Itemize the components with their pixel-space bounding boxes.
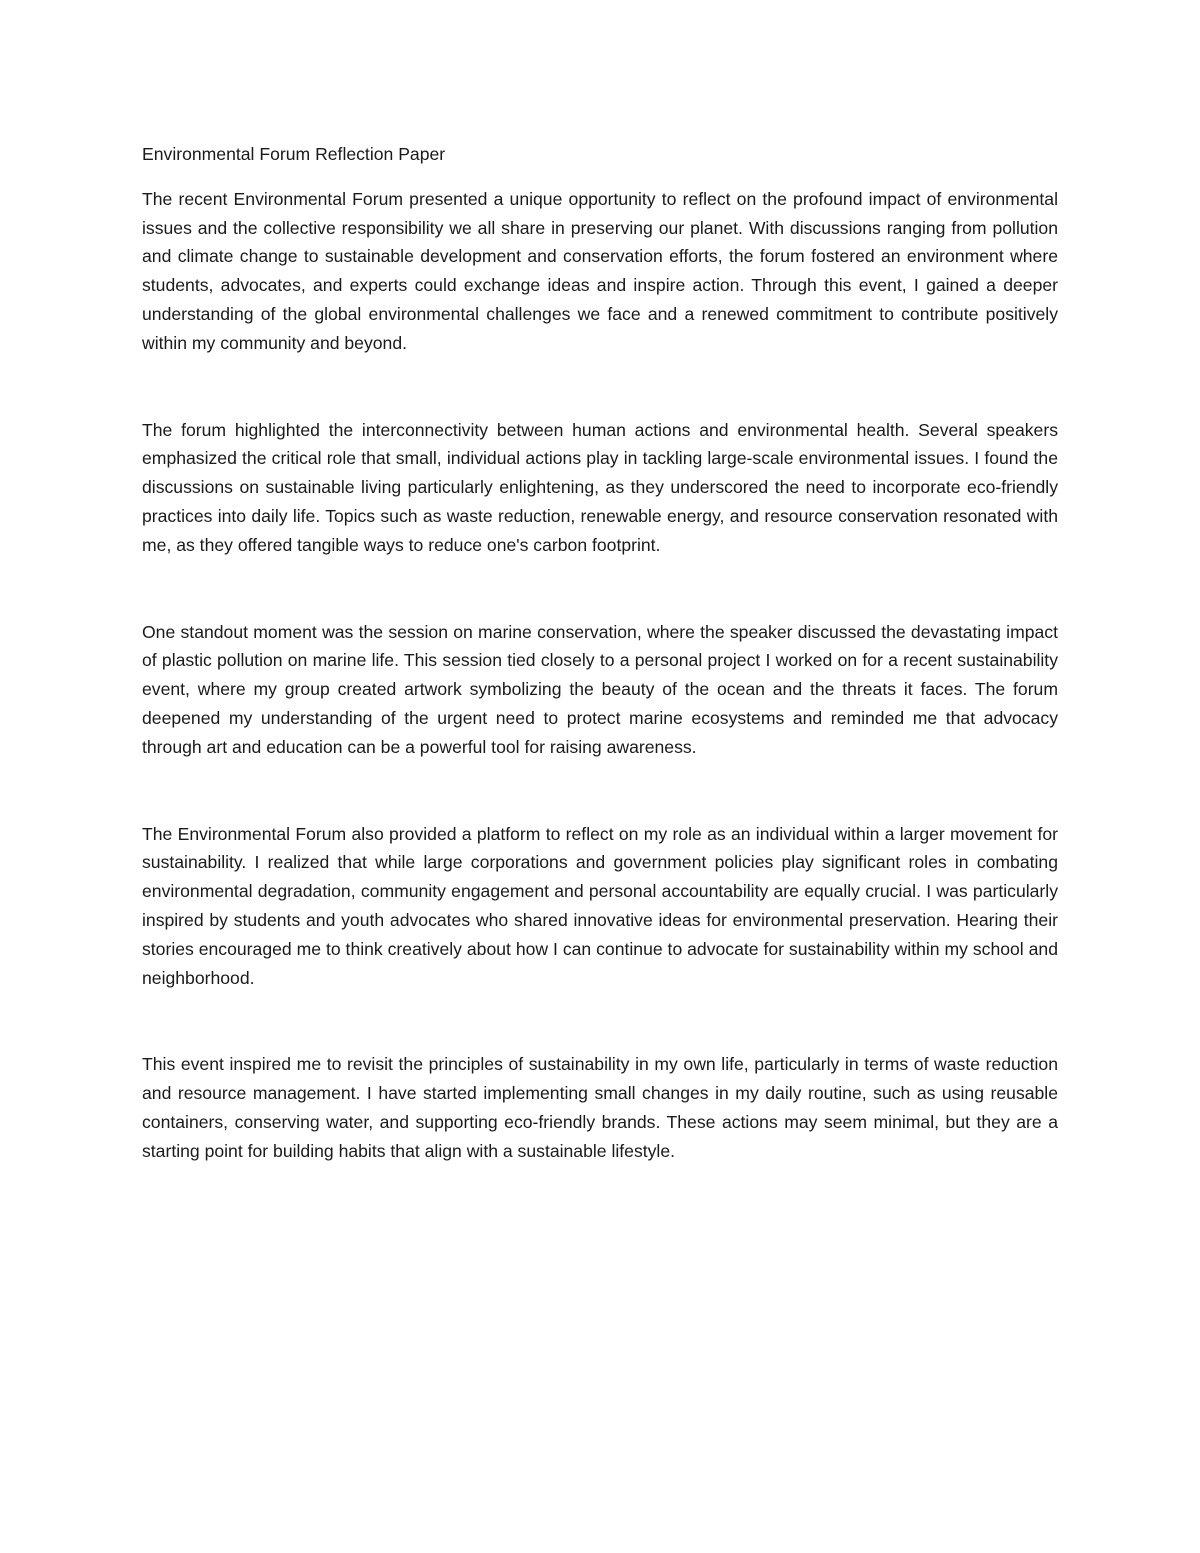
paragraph-personal-changes: This event inspired me to revisit the principles of sustainability in my own life, particularly in terms of waste reduction and resource management. I have started implementing small changes in my daily routine, such as using reusable containers, conserving water, and supporting eco-friendly brands. These actions may seem minimal, but they are a starting point for building habits that align with a sustainable lifestyle. (142, 1054, 1058, 1161)
paragraph-interconnectivity: The forum highlighted the interconnectivity between human actions and environmental health. Several speakers emphasized the critical role that small, individual actions play in tackling large-scale environmental issues. I found the discussions on sustainable living particularly enlightening, as they underscored the need to incorporate eco-friendly practices into daily life. Topics such as waste reduction, renewable energy, and resource conservation resonated with me, as they offered tangible ways to reduce one's carbon footprint. (142, 419, 1058, 555)
paragraph-individual-role: The Environmental Forum also provided a platform to reflect on my role as an individual within a larger movement for sustainability. I realized that while large corporations and government policies play significant roles in combating environmental degradation, community engagement and personal accountability are equally crucial. I was particularly inspired by students and youth advocates who shared innovative ideas for environmental preservation. Hearing their stories encouraged me to think creatively about how I can continue to advocate for sustainability within my school and neighborhood. (142, 823, 1058, 988)
paragraph-intro: The recent Environmental Forum presented a unique opportunity to reflect on the profound impact of environmental issues and the collective responsibility we all share in preserving our planet. With discussions ranging from pollution and climate change to sustainable development and conservation efforts, the forum fostered an environment where students, advocates, and experts could exchange ideas and inspire action. Through this event, I gained a deeper understanding of the global environmental challenges we face and a renewed commitment to contribute positively within my community and beyond. (142, 188, 1058, 353)
document-title: Environmental Forum Reflection Paper (142, 144, 446, 164)
document-body (142, 140, 1058, 1166)
paragraph-marine-conservation: One standout moment was the session on marine conservation, where the speaker discussed the devastating impact of plastic pollution on marine life. This session tied closely to a personal project I worked on for a recent sustainability event, where my group created artwork symbolizing the beauty of the ocean and the threats it faces. The forum deepened my understanding of the urgent need to protect marine ecosystems and reminded me that advocacy through art and education can be a powerful tool for raising awareness. (142, 621, 1058, 757)
